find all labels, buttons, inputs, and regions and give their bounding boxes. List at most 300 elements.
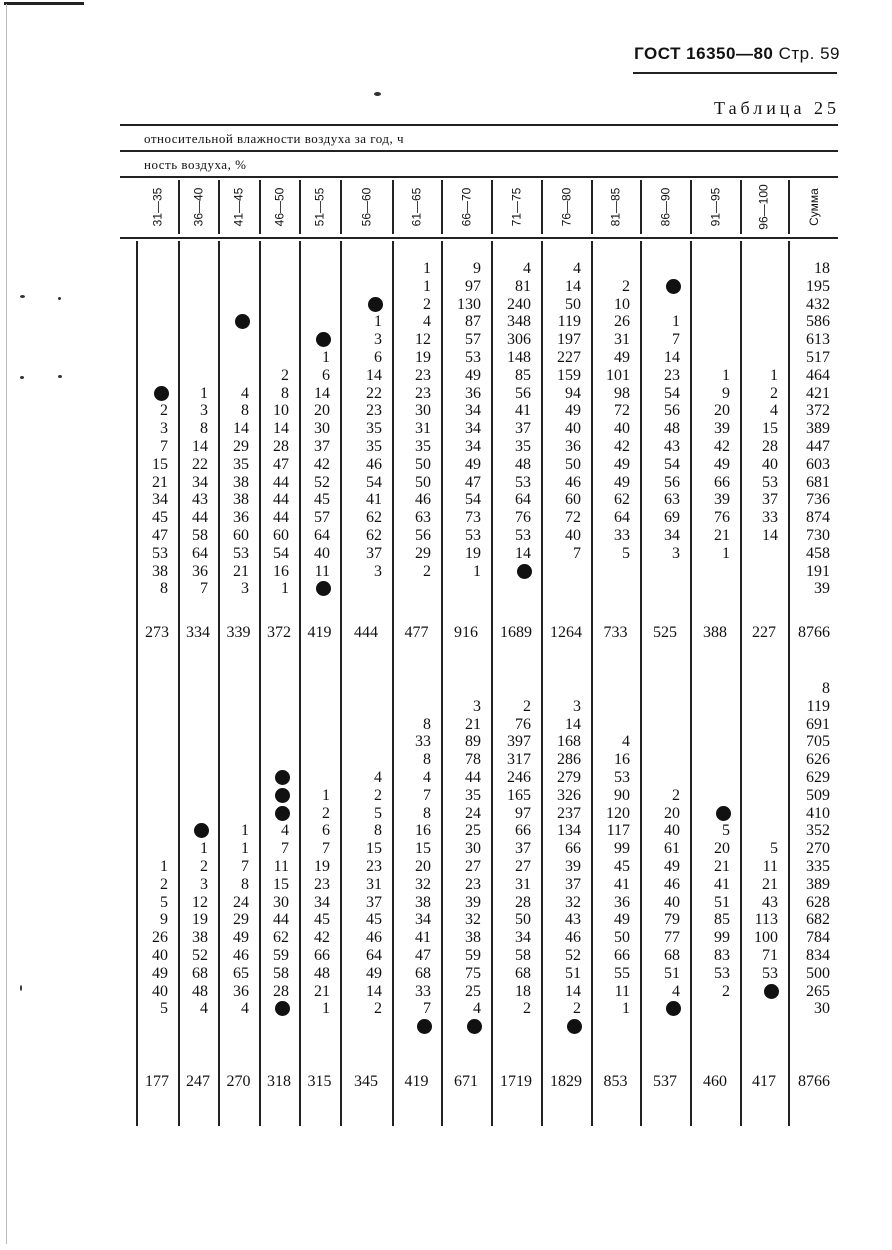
table-cell: 119	[806, 697, 830, 715]
less-than-one-hour-dot-icon	[275, 788, 290, 803]
table-cell: 54	[465, 491, 481, 509]
table-cell: 134	[557, 822, 581, 840]
table-cell: 35	[233, 455, 249, 473]
table-cell: 39	[565, 858, 581, 875]
table-cell: 1	[200, 384, 208, 402]
table-cell: 36	[614, 893, 630, 911]
table-cell: 279	[557, 769, 581, 786]
table-cell: 50	[565, 295, 581, 313]
table-cell: 705	[806, 733, 830, 751]
table-cell: 45	[614, 858, 630, 875]
scan-speck	[374, 92, 381, 96]
table-cell: 4	[523, 260, 531, 277]
table-cell: 78	[465, 751, 481, 769]
table-cell: 410	[806, 804, 830, 822]
table-cell: 21	[714, 858, 730, 875]
table-cell: 5	[622, 544, 630, 562]
table-cell: 6	[374, 349, 382, 366]
table-cell: 34	[415, 911, 431, 929]
column-header-label: 46—50	[271, 187, 286, 227]
less-than-one-hour-dot-icon	[275, 1001, 290, 1016]
table-cell: 64	[366, 947, 382, 964]
column-total: 388	[703, 624, 727, 641]
table-cell: 352	[806, 822, 830, 840]
table-cell: 168	[557, 733, 581, 751]
scan-speck	[20, 985, 22, 991]
table-cell: 79	[664, 911, 680, 929]
table-cell: 240	[507, 295, 531, 313]
table-cell: 42	[314, 929, 330, 947]
table-cell: 389	[806, 875, 830, 893]
table-cell: 517	[806, 349, 830, 366]
table-cell: 34	[465, 402, 481, 420]
table-cell: 1	[322, 349, 330, 366]
table-cell: 1	[423, 260, 431, 277]
table-cell: 21	[762, 875, 778, 893]
table-cell: 52	[314, 473, 330, 491]
table-cell: 34	[465, 438, 481, 455]
table-cell: 31	[614, 331, 630, 349]
column-header	[788, 182, 840, 232]
table-cell: 64	[515, 491, 531, 509]
table-cell: 53	[152, 544, 168, 562]
table-cell: 23	[314, 875, 330, 893]
table-cell: 159	[557, 366, 581, 384]
table-cell: 389	[806, 420, 830, 438]
table-cell: 53	[465, 527, 481, 544]
table-cell: 22	[366, 384, 382, 402]
table-cell: 35	[515, 438, 531, 455]
table-cell: 101	[606, 366, 630, 384]
table-cell: 16	[273, 562, 289, 580]
table-cell: 1	[200, 840, 208, 858]
table-cell: 49	[614, 455, 630, 473]
table-cell: 1	[473, 562, 481, 580]
table-cell: 40	[664, 822, 680, 840]
table-cell: 14	[366, 982, 382, 1000]
table-cell: 14	[565, 715, 581, 733]
table-cell: 42	[614, 438, 630, 455]
table-cell: 397	[507, 733, 531, 751]
table-cell: 37	[366, 544, 382, 562]
table-cell: 1	[322, 1000, 330, 1018]
table-cell: 38	[233, 491, 249, 509]
column-header-label: 86—90	[657, 187, 672, 227]
header-rule	[633, 72, 837, 74]
table-cell: 10	[273, 402, 289, 420]
table-cell: 165	[507, 786, 531, 804]
column-total: 1689	[500, 624, 532, 641]
table-cell: 25	[465, 822, 481, 840]
table-cell: 47	[273, 455, 289, 473]
table-cell: 8	[200, 420, 208, 438]
table-cell: 49	[366, 964, 382, 982]
less-than-one-hour-dot-icon	[666, 279, 681, 294]
table-cell: 43	[664, 438, 680, 455]
table-cell: 31	[515, 875, 531, 893]
less-than-one-hour-dot-icon	[368, 297, 383, 312]
table-cell: 94	[565, 384, 581, 402]
table-cell: 21	[152, 473, 168, 491]
table-cell: 51	[565, 964, 581, 982]
table-cell: 40	[565, 420, 581, 438]
table-cell: 2	[374, 786, 382, 804]
table-cell: 69	[664, 509, 680, 527]
table-cell: 23	[366, 402, 382, 420]
table-cell: 348	[507, 313, 531, 331]
table-cell: 66	[614, 947, 630, 964]
column-total: 8766	[798, 624, 830, 641]
table-cell: 58	[273, 964, 289, 982]
table-cell: 43	[192, 491, 208, 509]
table-cell: 29	[233, 438, 249, 455]
table-cell: 20	[714, 402, 730, 420]
table-cell: 8	[374, 822, 382, 840]
table-cell: 603	[806, 455, 830, 473]
table-cell: 14	[273, 420, 289, 438]
table-cell: 31	[366, 875, 382, 893]
table-cell: 99	[614, 840, 630, 858]
column-total: 853	[603, 1073, 628, 1090]
table-cell: 40	[762, 455, 778, 473]
table-cell: 32	[465, 911, 481, 929]
table-cell: 2	[281, 366, 289, 384]
table-top-rule	[120, 124, 838, 126]
column-total: 270	[226, 1073, 251, 1090]
less-than-one-hour-dot-icon	[235, 314, 250, 329]
table-cell: 15	[273, 875, 289, 893]
table-cell: 38	[192, 929, 208, 947]
table-cell: 31	[415, 420, 431, 438]
table-cell: 10	[614, 295, 630, 313]
table-cell: 34	[465, 420, 481, 438]
column-header-label: 96—100	[757, 184, 771, 230]
table-cell: 20	[714, 840, 730, 858]
table-cell: 53	[515, 527, 531, 544]
table-cell: 53	[714, 964, 730, 982]
table-cell: 49	[233, 929, 249, 947]
table-cell: 76	[714, 509, 730, 527]
table-cell: 613	[806, 331, 830, 349]
table-cell: 47	[465, 473, 481, 491]
table-cell: 76	[515, 715, 531, 733]
table-cell: 23	[415, 384, 431, 402]
table-cell: 4	[200, 1000, 208, 1018]
column-total: 419	[404, 1073, 429, 1090]
table-cell: 46	[565, 929, 581, 947]
table-cell: 682	[806, 911, 830, 929]
table-cell: 46	[233, 947, 249, 964]
table-cell: 509	[806, 786, 830, 804]
table-cell: 44	[192, 509, 208, 527]
table-cell: 46	[366, 455, 382, 473]
table-cell: 62	[366, 527, 382, 544]
table-cell: 14	[314, 384, 330, 402]
table-cell: 2	[160, 402, 168, 420]
table-cell: 2	[523, 1000, 531, 1018]
table-cell: 4	[473, 1000, 481, 1018]
table-cell: 23	[415, 366, 431, 384]
less-than-one-hour-dot-icon	[467, 1019, 482, 1034]
table-cell: 1	[770, 366, 778, 384]
table-cell: 681	[806, 473, 830, 491]
table-cell: 14	[192, 438, 208, 455]
table-cell: 20	[664, 804, 680, 822]
column-total: 525	[653, 624, 677, 641]
table-cell: 2	[622, 277, 630, 295]
table-cell: 4	[423, 769, 431, 786]
header-bottom-rule	[120, 237, 838, 239]
column-total: 417	[752, 1073, 776, 1090]
table-cell: 2	[423, 295, 431, 313]
table-cell: 27	[515, 858, 531, 875]
table-cell: 14	[515, 544, 531, 562]
table-cell: 18	[515, 982, 531, 1000]
column-total: 177	[145, 1073, 169, 1090]
table-cell: 15	[762, 420, 778, 438]
table-cell: 76	[515, 509, 531, 527]
table-cell: 9	[160, 911, 168, 929]
table-cell: 3	[200, 402, 208, 420]
table-cell: 49	[465, 366, 481, 384]
column-total: 315	[307, 1073, 332, 1090]
table-cell: 53	[762, 964, 778, 982]
column-total: 273	[145, 624, 169, 641]
table-cell: 35	[465, 786, 481, 804]
table-cell: 28	[273, 438, 289, 455]
table-cell: 40	[664, 893, 680, 911]
table-cell: 335	[806, 858, 830, 875]
table-cell: 11	[314, 562, 330, 580]
table-cell: 227	[557, 349, 581, 366]
table-cell: 85	[714, 911, 730, 929]
column-header-label: 61—65	[409, 187, 424, 227]
table-cell: 8	[423, 715, 431, 733]
table-cell: 5	[722, 822, 730, 840]
table-cell: 38	[415, 893, 431, 911]
table-cell: 51	[714, 893, 730, 911]
page-label: Стр.	[778, 44, 815, 63]
table-cell: 59	[273, 947, 289, 964]
table-cell: 50	[415, 455, 431, 473]
table-cell: 50	[565, 455, 581, 473]
column-total: 1719	[500, 1073, 532, 1090]
less-than-one-hour-dot-icon	[275, 806, 290, 821]
table-cell: 45	[314, 491, 330, 509]
table-cell: 8	[423, 804, 431, 822]
table-cell: 21	[465, 715, 481, 733]
table-cell: 1	[160, 858, 168, 875]
table-cell: 11	[762, 858, 778, 875]
column-header	[340, 182, 392, 232]
table-cell: 15	[415, 840, 431, 858]
column-header	[218, 182, 259, 232]
table-cell: 41	[614, 875, 630, 893]
table-cell: 1	[722, 366, 730, 384]
table-cell: 64	[314, 527, 330, 544]
less-than-one-hour-dot-icon	[275, 770, 290, 785]
table-cell: 8	[822, 680, 830, 697]
column-header	[178, 182, 218, 232]
table-cell: 2	[672, 786, 680, 804]
less-than-one-hour-dot-icon	[764, 984, 779, 999]
table-cell: 66	[565, 840, 581, 858]
table-cell: 40	[152, 982, 168, 1000]
column-total: 1264	[550, 624, 582, 641]
table-cell: 12	[415, 331, 431, 349]
table-cell: 626	[806, 751, 830, 769]
table-cell: 58	[192, 527, 208, 544]
table-cell: 6	[322, 366, 330, 384]
table-cell: 37	[565, 875, 581, 893]
table-cell: 24	[233, 893, 249, 911]
table-cell: 68	[664, 947, 680, 964]
table-cell: 29	[233, 911, 249, 929]
table-cell: 1	[241, 840, 249, 858]
table-cell: 68	[415, 964, 431, 982]
table-cell: 39	[814, 580, 830, 598]
table-cell: 51	[664, 964, 680, 982]
table-cell: 48	[515, 455, 531, 473]
table-cell: 22	[192, 455, 208, 473]
table-cell: 38	[465, 929, 481, 947]
table-cell: 19	[465, 544, 481, 562]
table-cell: 60	[565, 491, 581, 509]
table-cell: 66	[714, 473, 730, 491]
table-cell: 4	[770, 402, 778, 420]
table-cell: 53	[515, 473, 531, 491]
table-cell: 21	[714, 527, 730, 544]
column-header	[441, 182, 491, 232]
table-cell: 46	[664, 875, 680, 893]
table-cell: 1	[374, 313, 382, 331]
table-cell: 68	[515, 964, 531, 982]
column-header-label: 51—55	[312, 187, 327, 227]
table-cell: 81	[515, 277, 531, 295]
table-cell: 89	[465, 733, 481, 751]
table-cell: 12	[192, 893, 208, 911]
table-cell: 47	[415, 947, 431, 964]
table-cell: 30	[415, 402, 431, 420]
column-header	[299, 182, 340, 232]
table-cell: 191	[806, 562, 830, 580]
table-cell: 54	[664, 455, 680, 473]
table-cell: 2	[374, 1000, 382, 1018]
column-total: 419	[307, 624, 332, 641]
table-cell: 3	[672, 544, 680, 562]
table-cell: 65	[233, 964, 249, 982]
page-number: 59	[820, 44, 840, 63]
table-cell: 68	[192, 964, 208, 982]
table-cell: 90	[614, 786, 630, 804]
table-cell: 49	[664, 858, 680, 875]
column-total: 372	[267, 624, 291, 641]
table-cell: 20	[415, 858, 431, 875]
table-cell: 56	[664, 402, 680, 420]
table-cell: 8	[281, 384, 289, 402]
table-cell: 30	[814, 1000, 830, 1018]
table-cell: 9	[473, 260, 481, 277]
table-cell: 100	[754, 929, 778, 947]
table-cell: 48	[664, 420, 680, 438]
table-cell: 23	[465, 875, 481, 893]
scan-speck	[58, 375, 62, 378]
table-cell: 2	[200, 858, 208, 875]
table-cell: 60	[233, 527, 249, 544]
table-cell: 500	[806, 964, 830, 982]
table-cell: 4	[241, 1000, 249, 1018]
table-cell: 270	[806, 840, 830, 858]
table-cell: 30	[314, 420, 330, 438]
table-cell: 49	[465, 455, 481, 473]
less-than-one-hour-dot-icon	[666, 1001, 681, 1016]
table-cell: 35	[366, 420, 382, 438]
table-cell: 45	[314, 911, 330, 929]
table-cell: 42	[314, 455, 330, 473]
table-cell: 1	[322, 786, 330, 804]
table-cell: 3	[241, 580, 249, 598]
less-than-one-hour-dot-icon	[194, 823, 209, 838]
table-cell: 62	[614, 491, 630, 509]
table-cell: 63	[415, 509, 431, 527]
table-cell: 3	[573, 697, 581, 715]
column-header	[591, 182, 640, 232]
column-header-label: 31—35	[149, 187, 164, 227]
table-cell: 36	[233, 982, 249, 1000]
table-cell: 35	[366, 438, 382, 455]
table-cell: 54	[366, 473, 382, 491]
table-cell: 33	[415, 733, 431, 751]
table-cell: 54	[664, 384, 680, 402]
column-header-label: 36—40	[190, 187, 205, 227]
table-cell: 36	[465, 384, 481, 402]
table-cell: 464	[806, 366, 830, 384]
table-cell: 57	[465, 331, 481, 349]
table-cell: 37	[366, 893, 382, 911]
table-cell: 35	[415, 438, 431, 455]
column-header	[640, 182, 690, 232]
table-cell: 7	[322, 840, 330, 858]
table-cell: 21	[314, 982, 330, 1000]
table-cell: 29	[415, 544, 431, 562]
table-cell: 44	[273, 491, 289, 509]
table-cell: 36	[565, 438, 581, 455]
table-cell: 2	[322, 804, 330, 822]
less-than-one-hour-dot-icon	[567, 1019, 582, 1034]
table-cell: 45	[366, 911, 382, 929]
table-cell: 3	[374, 562, 382, 580]
table-cell: 49	[565, 402, 581, 420]
column-total: 227	[752, 624, 776, 641]
less-than-one-hour-dot-icon	[417, 1019, 432, 1034]
table-cell: 26	[614, 313, 630, 331]
table-label: Таблица 25	[714, 98, 840, 118]
table-cell: 49	[714, 455, 730, 473]
table-cell: 44	[273, 509, 289, 527]
table-cell: 34	[314, 893, 330, 911]
table-cell: 2	[523, 697, 531, 715]
column-total: 8766	[798, 1073, 830, 1090]
table-cell: 71	[762, 947, 778, 964]
table-cell: 120	[606, 804, 630, 822]
table-cell: 37	[515, 840, 531, 858]
column-total: 733	[603, 624, 628, 641]
scan-edge-line	[6, 4, 7, 1244]
table-cell: 4	[573, 260, 581, 277]
table-cell: 4	[622, 733, 630, 751]
table-cell: 784	[806, 929, 830, 947]
table-cell: 2	[423, 562, 431, 580]
